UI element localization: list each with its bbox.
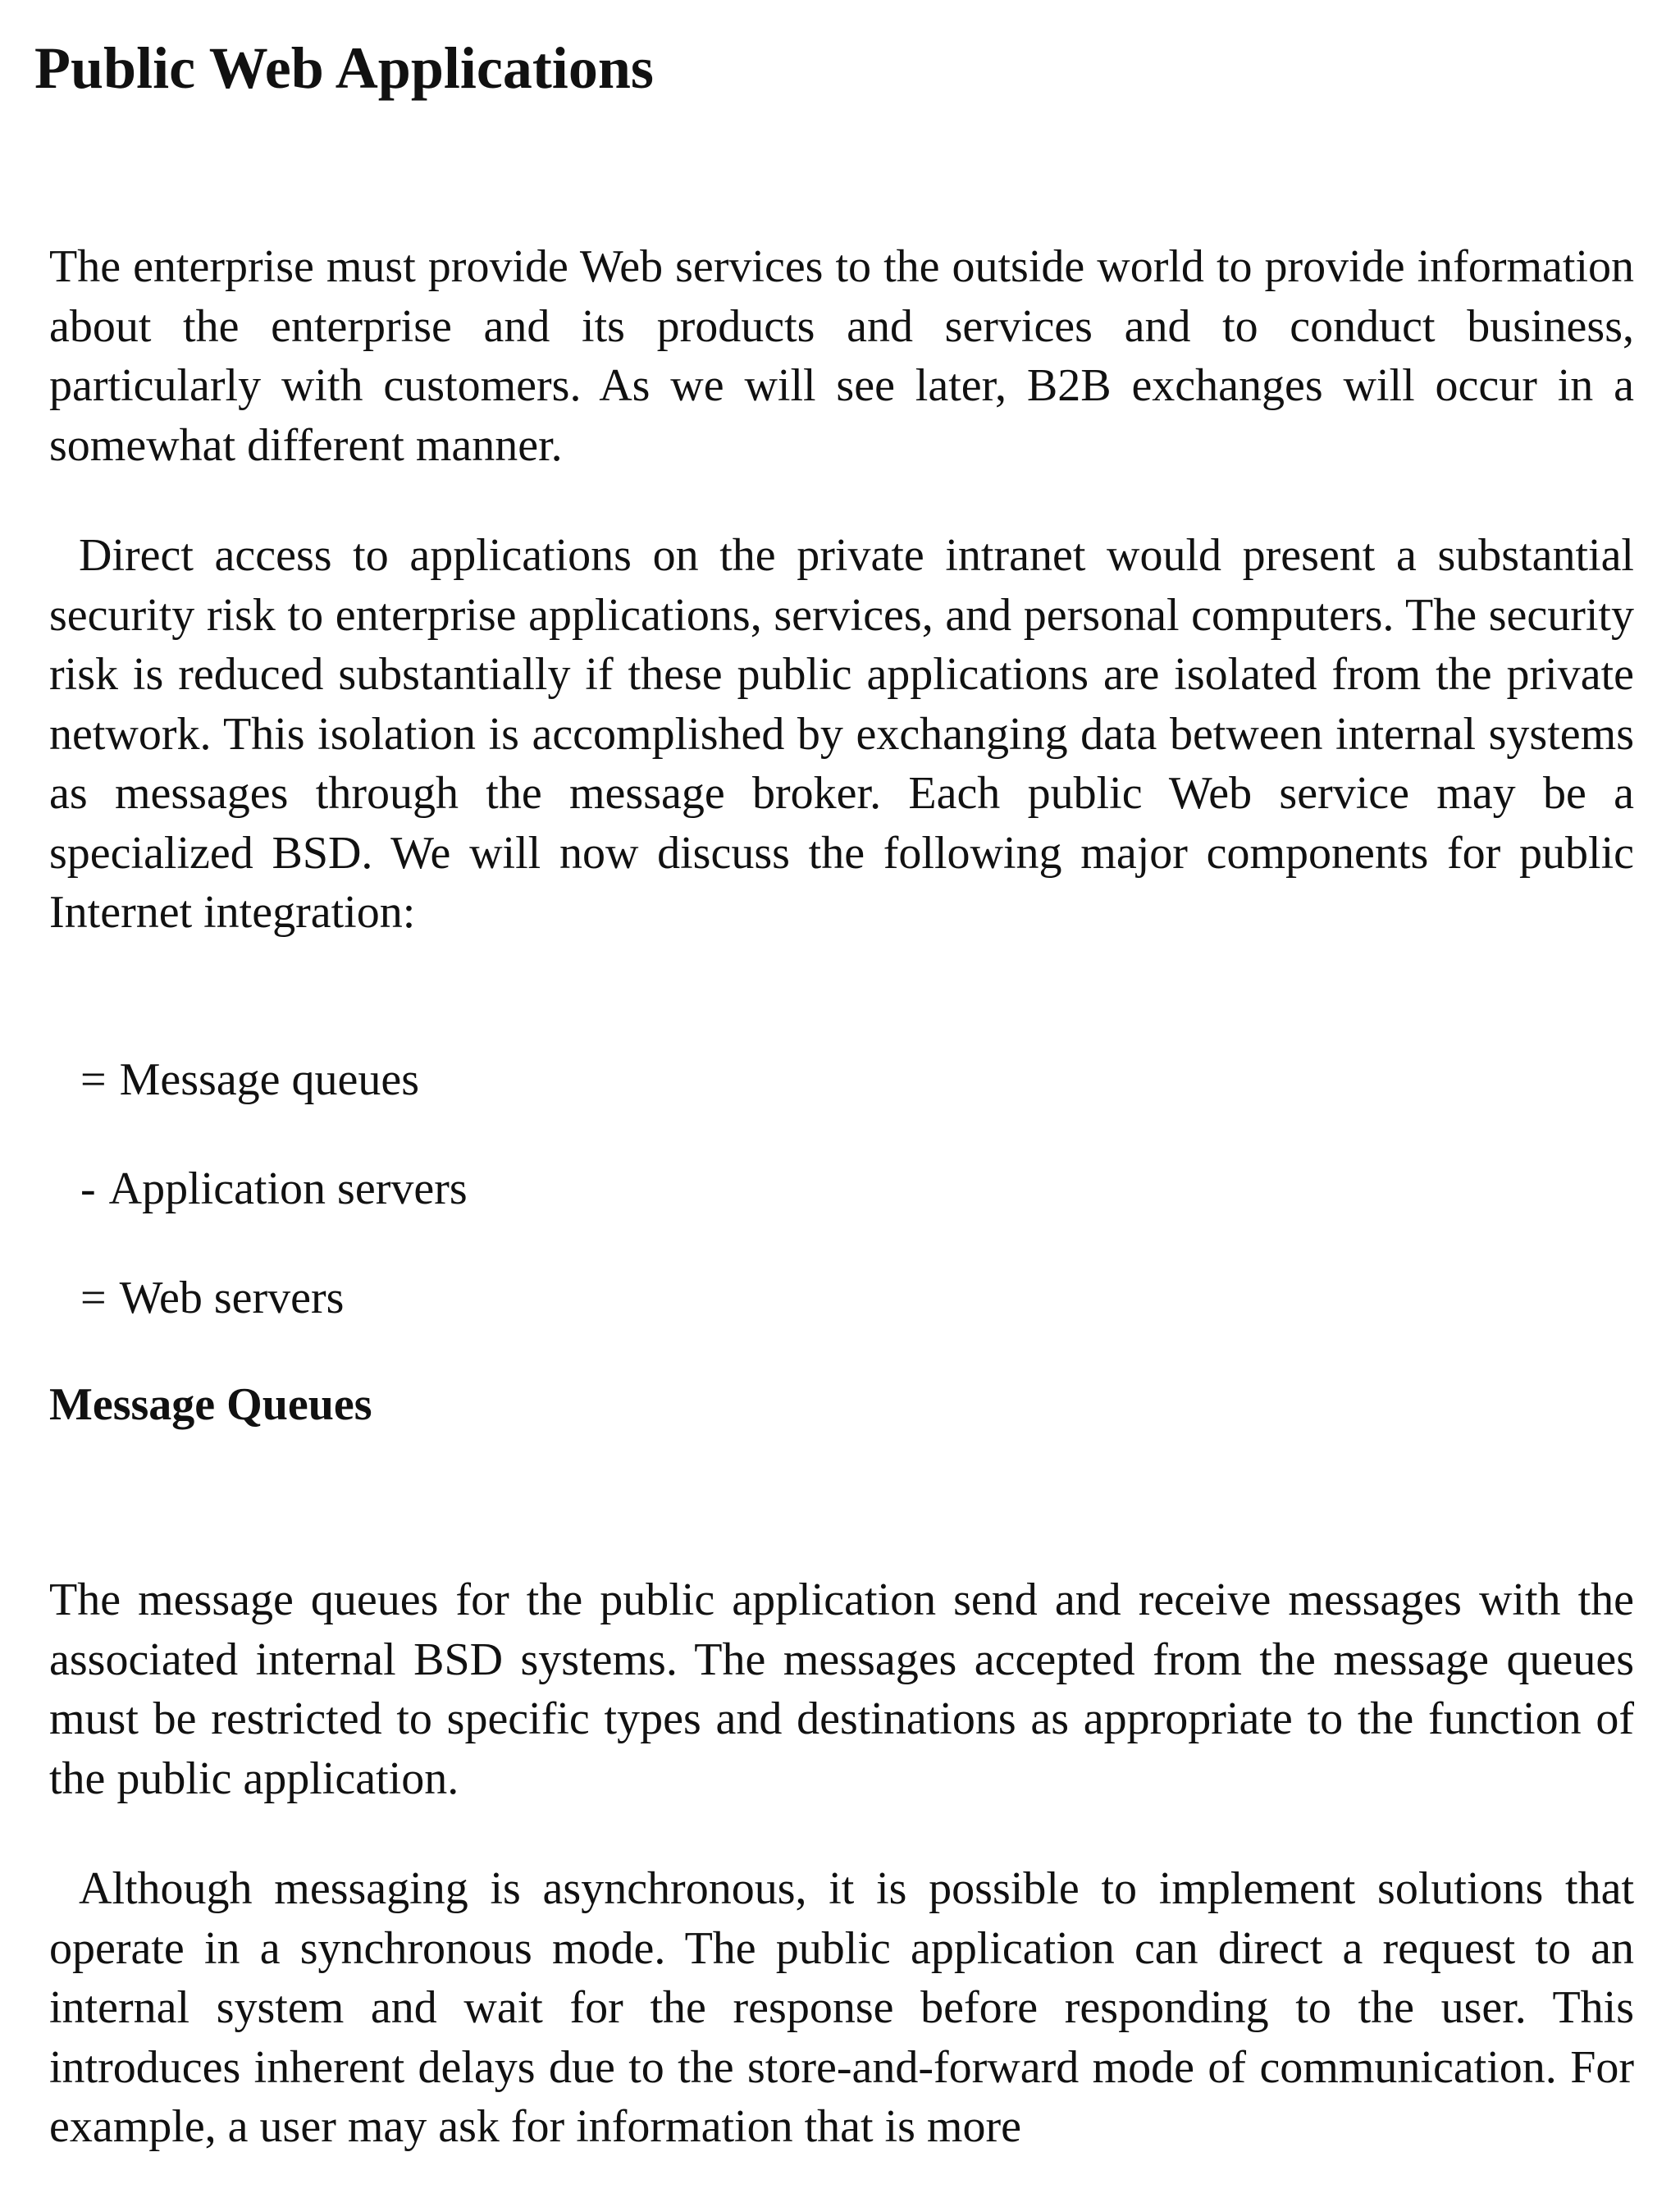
page-title: Public Web Applications — [34, 35, 654, 101]
list-item-text: Web servers — [119, 1273, 345, 1323]
paragraph-message-queues: The message queues for the public application send and receive messages with the associated internal BSD systems. The messages accepted from the message queues must be restricted to specific types and destinations as appropriate to the function of the public application. — [49, 1574, 1634, 1804]
paragraph-intro: The enterprise must provide Web services to the outside world to provide information about the enterprise and its products and services and to conduct business, particularly with customers. As we will see later, B2B exchanges will occur in a somewhat different manner. — [49, 241, 1634, 471]
list-item-message-queues — [80, 1050, 419, 1109]
section-heading: Message Queues — [49, 1379, 372, 1430]
list-bullet: - — [80, 1163, 96, 1214]
paragraph-security: Direct access to applications on the private intranet would present a substantial security risk to enterprise applications, services, and personal computers. The security risk is reduced substantially if these public applications are isolated from the private network. This isolation is accomplished by exchanging data between internal systems as messages through the message broker. Each public Web service may be a specialized BSD. We will now discuss the following major components for public Internet integration: — [49, 530, 1634, 938]
paragraph-asynchronous: Although messaging is asynchronous, it is possible to implement solutions that operate in a synchronous mode. The public application can direct a request to an internal system and wait for the response before responding to the user. This introduces inherent delays due to the store-and-forward mode of communication. For example, a user may ask for information that is more — [49, 1863, 1634, 2152]
list-item-text: Application servers — [108, 1163, 468, 1214]
list-item-application-servers — [80, 1159, 468, 1218]
list-bullet: = — [80, 1054, 107, 1105]
list-bullet: = — [80, 1273, 107, 1323]
list-item-text: Message queues — [119, 1054, 420, 1105]
list-item-web-servers — [80, 1268, 344, 1327]
